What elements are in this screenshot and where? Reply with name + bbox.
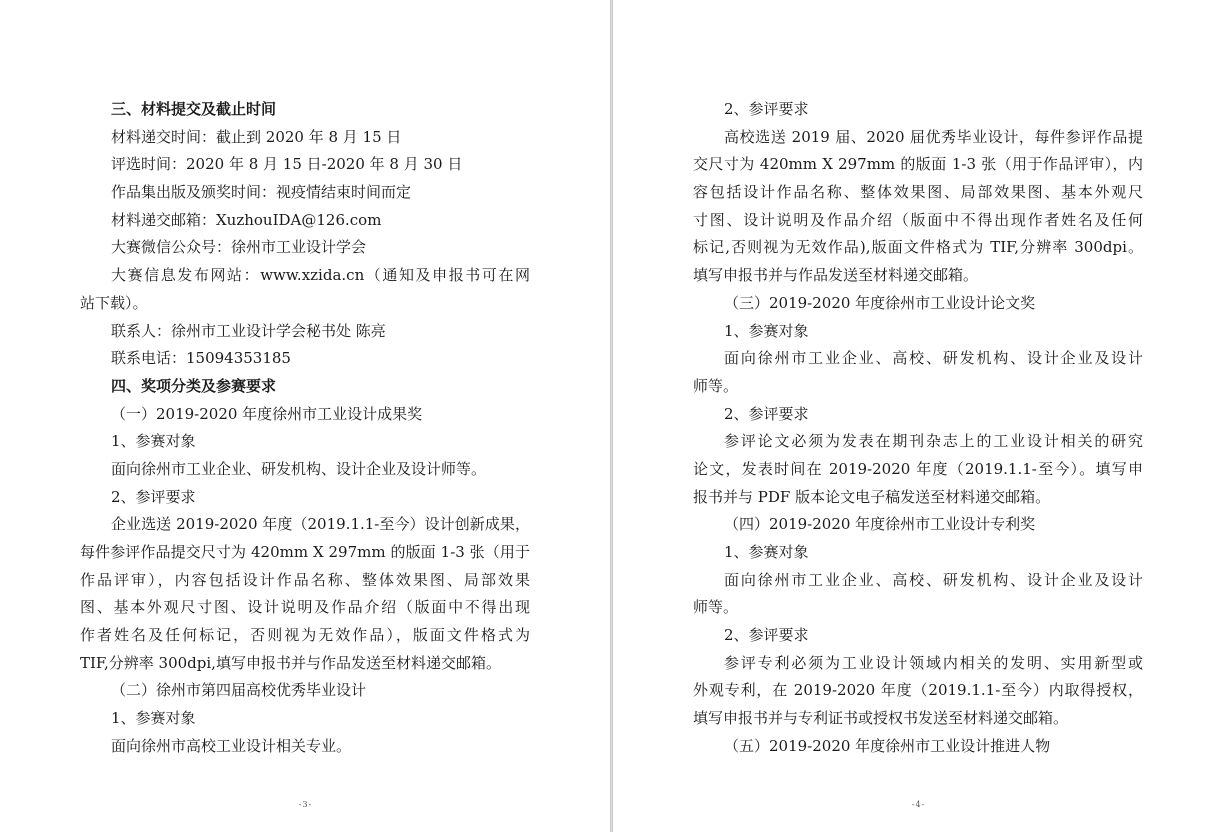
- subsection-heading: （三）2019-2020 年度徐州市工业设计论文奖: [724, 293, 1036, 312]
- text-line: 面向徐州市工业企业、高校、研发机构、设计企业及设计: [724, 570, 1143, 589]
- text-line: 作品评审），内容包括设计作品名称、整体效果图、局部效果: [80, 570, 530, 589]
- text-line: 企业选送 2019-2020 年度（2019.1.1-至今）设计创新成果，: [111, 515, 530, 534]
- subsection-heading: （五）2019-2020 年度徐州市工业设计推进人物: [724, 736, 1051, 755]
- text-line: 师等。: [693, 598, 739, 617]
- text-line: 作者姓名及任何标记，否则视为无效作品），版面文件格式为: [80, 626, 530, 645]
- page-3-body: [80, 96, 530, 761]
- section-heading: 三、材料提交及截止时间: [111, 100, 277, 118]
- text-line: 参评论文必须为发表在期刊杂志上的工业设计相关的研究: [724, 432, 1143, 451]
- text-line: 面向徐州市工业企业、高校、研发机构、设计企业及设计: [724, 349, 1143, 368]
- text-line: 标记,否则视为无效作品),版面文件格式为 TIF,分辨率 300dpi。: [693, 238, 1143, 257]
- page-number: -3-: [298, 800, 313, 809]
- subsection-heading: （四）2019-2020 年度徐州市工业设计专利奖: [724, 515, 1036, 534]
- section-heading: 四、奖项分类及参赛要求: [111, 376, 277, 395]
- text-line: 2、参评要求: [724, 626, 809, 645]
- text-line: 2、参评要求: [724, 404, 809, 423]
- page-4-body: [693, 96, 1143, 761]
- text-line: 大赛信息发布网站：www.xzida.cn（通知及申报书可在网: [111, 266, 530, 285]
- page-number: -4-: [911, 800, 926, 809]
- text-line: 联系人：徐州市工业设计学会秘书处 陈亮: [111, 321, 386, 340]
- text-line: 容包括设计作品名称、整体效果图、局部效果图、基本外观尺: [693, 183, 1143, 202]
- text-line: 评选时间：2020 年 8 月 15 日-2020 年 8 月 30 日: [111, 155, 463, 174]
- text-line: TIF,分辨率 300dpi,填写申报书并与作品发送至材料递交邮箱。: [80, 653, 501, 672]
- text-line: 寸图、设计说明及作品介绍（版面中不得出现作者姓名及任何: [693, 210, 1143, 229]
- text-line: 1、参赛对象: [111, 709, 196, 728]
- text-line: 1、参赛对象: [724, 543, 809, 561]
- text-line: 2、参评要求: [111, 487, 196, 506]
- text-line: 面向徐州市工业企业、研发机构、设计企业及设计师等。: [111, 459, 487, 478]
- subsection-heading: （二）徐州市第四届高校优秀毕业设计: [111, 681, 367, 700]
- text-line: 外观专利，在 2019-2020 年度（2019.1.1-至今）内取得授权，: [693, 681, 1143, 700]
- text-line: 大赛微信公众号：徐州市工业设计学会: [111, 238, 367, 257]
- text-line: 1、参赛对象: [724, 321, 809, 340]
- text-line: 高校选送 2019 届、2020 届优秀毕业设计，每件参评作品提: [724, 127, 1143, 146]
- text-line: 每件参评作品提交尺寸为 420mm X 297mm 的版面 1-3 张（用于: [80, 543, 530, 561]
- page-4: [613, 0, 1224, 832]
- text-line: 材料递交时间：截止到 2020 年 8 月 15 日: [111, 127, 402, 146]
- text-line: 联系电话：15094353185: [111, 349, 291, 368]
- text-line: 作品集出版及颁奖时间：视疫情结束时间而定: [111, 183, 412, 202]
- text-line: 报书并与 PDF 版本论文电子稿发送至材料递交邮箱。: [693, 487, 1051, 506]
- text-line: 站下载）。: [80, 293, 148, 312]
- text-line: 图、基本外观尺寸图、设计说明及作品介绍（版面中不得出现: [80, 598, 530, 617]
- subsection-heading: （一）2019-2020 年度徐州市工业设计成果奖: [111, 404, 423, 423]
- text-line: 师等。: [693, 376, 739, 395]
- text-line: 参评专利必须为工业设计领域内相关的发明、实用新型或: [724, 653, 1143, 672]
- page-3: [0, 0, 611, 832]
- text-line: 面向徐州市高校工业设计相关专业。: [111, 736, 352, 755]
- text-line: 填写申报书并与专利证书或授权书发送至材料递交邮箱。: [693, 709, 1069, 728]
- text-line: 论文，发表时间在 2019-2020 年度（2019.1.1-至今）。填写申: [693, 459, 1143, 478]
- text-line: 2、参评要求: [724, 100, 809, 118]
- text-line: 填写申报书并与作品发送至材料递交邮箱。: [693, 266, 979, 285]
- text-line: 1、参赛对象: [111, 432, 196, 451]
- text-line: 材料递交邮箱：XuzhouIDA@126.com: [111, 210, 382, 229]
- text-line: 交尺寸为 420mm X 297mm 的版面 1-3 张（用于作品评审），内: [693, 155, 1143, 174]
